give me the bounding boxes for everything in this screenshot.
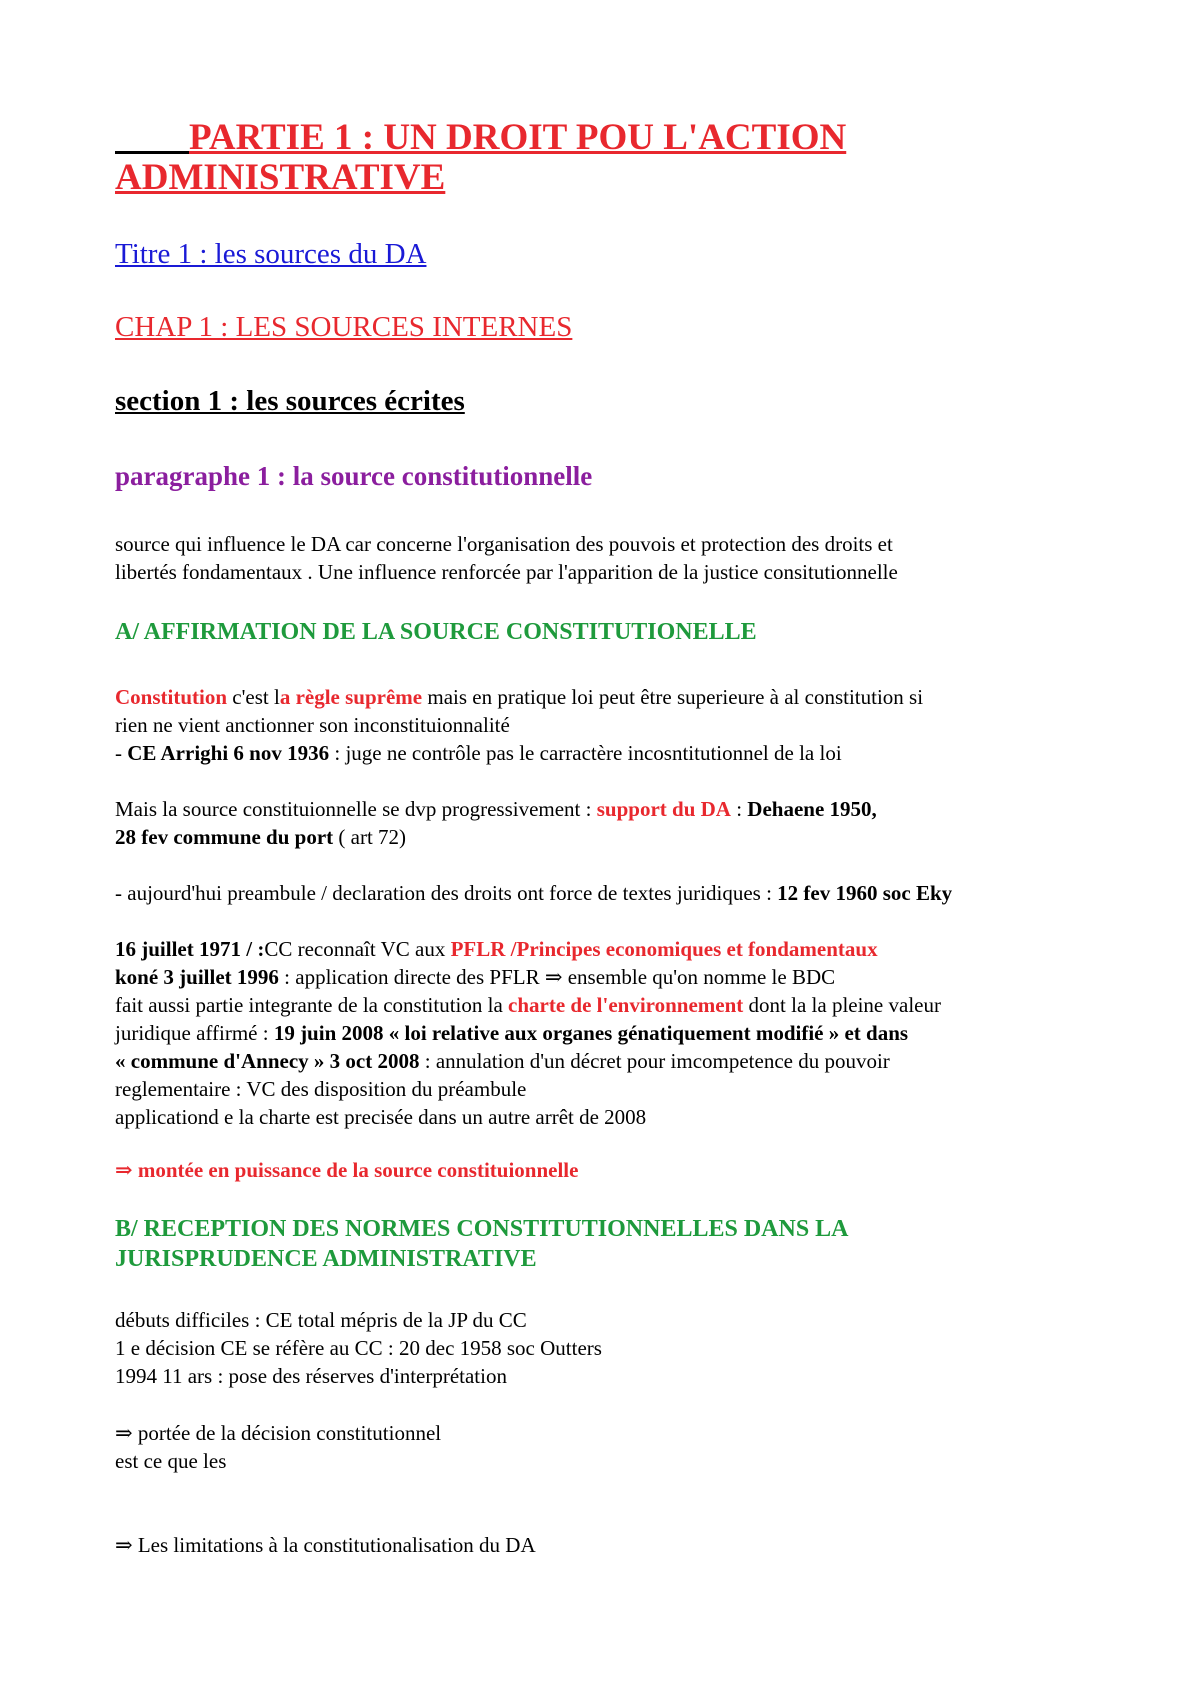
arret-reference: Dehaene 1950, xyxy=(747,797,877,821)
b-paragraph-2: ⇒ portée de la décision constitutionnel est ce que les xyxy=(115,1421,442,1473)
charte-term: charte de l'environnement xyxy=(508,993,744,1017)
arret-reference: koné 3 juillet 1996 xyxy=(115,965,279,989)
titre-heading: Titre 1 : les sources du DA xyxy=(115,238,427,270)
chapter-heading: CHAP 1 : LES SOURCES INTERNES xyxy=(115,311,573,343)
a-paragraph-1: Constitution c'est la règle suprême mais en pratique loi peut être superieure à al constitution si rien ne vient anctionner son inconstituionnalité - CE Arrighi 6 nov 1936 : juge ne contrôle pas le carractère incosntitutionnel de la loi xyxy=(115,685,924,765)
b-paragraph-1: débuts difficiles : CE total mépris de la JP du CC 1 e décision CE se réfère au CC : 20 dec 1958 soc Outters 1994 11 ars : pose des réserves d'interprétation xyxy=(115,1308,602,1388)
title-indent-underline xyxy=(115,117,189,158)
arret-reference: 28 fev commune du port xyxy=(115,825,334,849)
pflr-term: PFLR /Principes economiques et fondamentaux xyxy=(450,937,878,961)
title-line-2: ADMINISTRATIVE xyxy=(115,157,446,198)
intro-text: source qui influence le DA car concerne l'organisation des pouvois et protection des droits et libertés fondamentaux . Une influence renforcée par l'apparition de la justice consitutionnelle xyxy=(115,532,898,584)
heading-a: A/ AFFIRMATION DE LA SOURCE CONSTITUTIONELLE xyxy=(115,619,757,645)
regle-supreme-term: a règle suprême xyxy=(279,685,423,709)
heading-b: B/ RECEPTION DES NORMES CONSTITUTIONNELLES DANS LA JURISPRUDENCE ADMINISTRATIVE xyxy=(115,1216,849,1272)
paragraph-heading: paragraphe 1 : la source constitutionnelle xyxy=(115,461,593,491)
a-paragraph-3: - aujourd'hui preambule / declaration des droits ont force de textes juridiques : 12 fev 1960 soc Eky xyxy=(115,881,953,905)
b-paragraph-3: ⇒ Les limitations à la constitutionalisation du DA xyxy=(115,1533,536,1557)
a-paragraph-2: Mais la source constituionnelle se dvp progressivement : support du DA : Dehaene 1950, 28 fev commune du port ( art 72) xyxy=(115,797,877,849)
a-conclusion: ⇒ montée en puissance de la source constituionnelle xyxy=(115,1158,579,1182)
section-heading: section 1 : les sources écrites xyxy=(115,385,465,417)
arret-reference: 19 juin 2008 « loi relative aux organes génatiquement modifié » et dans xyxy=(273,1021,909,1045)
support-term: support du DA xyxy=(596,797,731,821)
arret-reference: 16 juillet 1971 / : xyxy=(115,937,265,961)
arret-reference: CE Arrighi 6 nov 1936 xyxy=(127,741,330,765)
document-title xyxy=(115,118,846,198)
title-line-1: PARTIE 1 : UN DROIT POU L'ACTION xyxy=(115,118,846,158)
arret-reference: « commune d'Annecy » 3 oct 2008 xyxy=(115,1049,420,1073)
arret-reference: 12 fev 1960 soc Eky xyxy=(777,881,953,905)
a-paragraph-4: 16 juillet 1971 / :CC reconnaît VC aux PFLR /Principes economiques et fondamentaux koné 3 juillet 1996 : application directe des PFLR ⇒ ensemble qu'on nomme le BDC fait aussi partie integrante de la constitution la charte de l'environnement dont la la pleine valeur juridique affirmé : 19 juin 2008 « loi relative aux organes génatiquement modifié » et dans « commune d'Annecy » 3 oct 2008 : annulation d'un décret pour imcompetence du pouvoir reglementaire : VC des disposition du préambule applicationd e la charte est precisée dans un autre arrêt de 2008 xyxy=(115,937,941,1129)
constitution-term: Constitution xyxy=(115,685,228,709)
